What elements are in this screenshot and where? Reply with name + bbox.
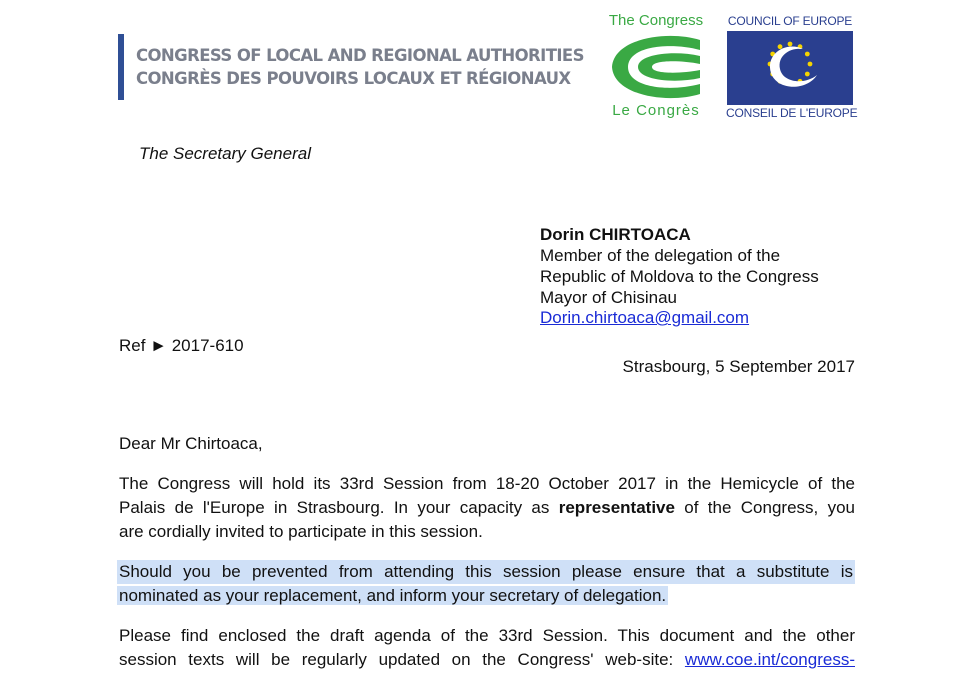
text-run: of the Congress, you	[674, 498, 855, 517]
paragraph-line: The Congress will hold its 33rd Session from 18-20 October 2017 in the Hemicycle of the	[119, 474, 855, 493]
paragraph-invitation	[119, 472, 855, 544]
congress-logo	[604, 10, 708, 126]
paragraph-line	[119, 584, 855, 608]
recipient-line-3: Mayor of Chisinau	[540, 288, 678, 307]
paragraph-line	[119, 648, 855, 672]
recipient-line-2: Republic of Moldova to the Congress	[540, 267, 819, 286]
salutation: Dear Mr Chirtoaca,	[119, 434, 263, 453]
bold-text: representative	[558, 498, 675, 517]
selected-paragraph-line[interactable]: Should you be prevented from attending this session please ensure that a substitute is	[117, 560, 855, 584]
place-and-date: Strasbourg, 5 September 2017	[622, 357, 855, 376]
paragraph-line: are cordially invited to participate in this session.	[119, 522, 483, 541]
paragraph-line: Please find enclosed the draft agenda of the 33rd Session. This document and the other	[119, 626, 855, 645]
org-name-english: CONGRESS OF LOCAL AND REGIONAL AUTHORITIES	[136, 46, 584, 65]
coe-flag-icon	[727, 31, 853, 105]
coe-logo-bottom-text: CONSEIL DE L'EUROPE	[726, 106, 858, 120]
coe-logo-top-text: COUNCIL OF EUROPE	[727, 14, 853, 28]
congress-website-link[interactable]: www.coe.int/congress-	[684, 650, 855, 669]
paragraph-agenda	[119, 624, 855, 672]
text-run: session texts will be regularly updated on the Congress' web-site:	[119, 650, 685, 669]
council-of-europe-logo	[726, 10, 858, 126]
congress-swoosh-icon	[608, 34, 704, 100]
sender-title: The Secretary General	[139, 144, 311, 163]
text-run: Palais de l'Europe in Strasbourg. In your capacity as	[119, 498, 559, 517]
recipient-line-1: Member of the delegation of the	[540, 246, 781, 265]
congress-logo-top-text: The Congress	[608, 12, 704, 29]
paragraph-line	[119, 496, 855, 520]
org-name-french: CONGRÈS DES POUVOIRS LOCAUX ET RÉGIONAUX	[136, 69, 571, 88]
paragraph-substitute	[119, 560, 855, 608]
recipient-email-link[interactable]: Dorin.chirtoaca@gmail.com	[540, 308, 750, 327]
header-accent-bar	[118, 34, 124, 100]
reference-number: Ref ► 2017-610	[119, 336, 244, 355]
selected-text[interactable]: nominated as your replacement, and inform your secretary of delegation.	[119, 586, 667, 605]
congress-logo-bottom-text: Le Congrès	[612, 102, 700, 119]
recipient-name: Dorin CHIRTOACA	[540, 225, 691, 244]
